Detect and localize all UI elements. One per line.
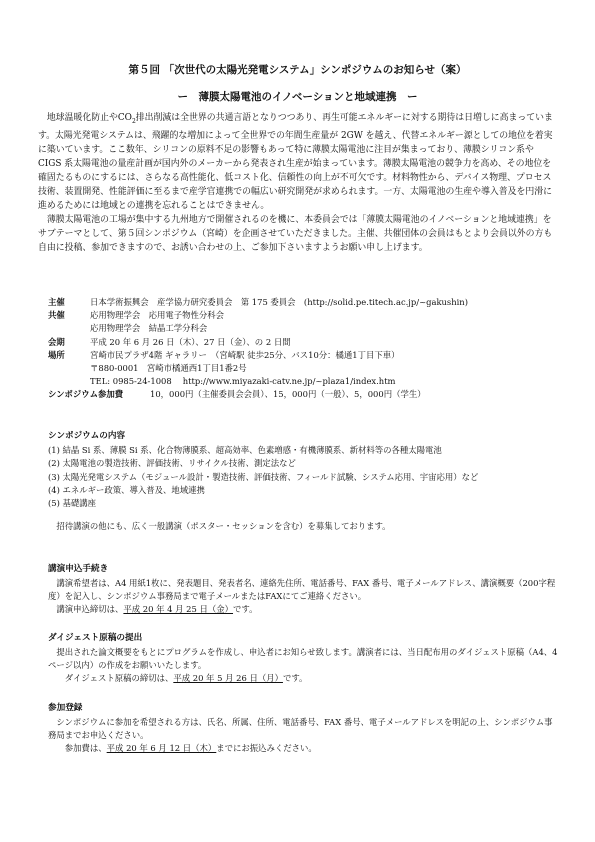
digest-section	[48, 632, 560, 685]
application-section	[48, 563, 560, 616]
application-text: 講演希望者は、A4 用紙1枚に、発表題目、発表者名、連絡先住所、電話番号、FAX 番号、電子メールアドレス、講演概要（200字程度）を記入し、シンポジウム事務局まで電子メールまたはFAXにてご連絡ください。	[48, 578, 556, 601]
registration-fee	[48, 742, 560, 755]
list-item: (4) エネルギー政策、導入普及、地域連携	[48, 484, 205, 495]
registration-fee-date: 平成 20 年 6 月 12 日（木）	[106, 743, 217, 753]
list-item: (1) 結晶 Si 系、薄膜 Si 系、化合物薄膜系、超高効率、色素増感・有機薄膜系、新材料等の各種太陽電池	[48, 445, 442, 455]
contents-section	[48, 430, 560, 533]
organizer-value: 日本学術振興会 産学協力研究委員会 第 175 委員会 (http://solid.pe.titech.ac.jp/~gakushin)	[90, 297, 468, 307]
application-deadline	[48, 603, 560, 616]
intro-paragraph-2: 薄膜太陽電池の工場が集中する九州地方で開催されるのを機に、本委員会では「薄膜太陽電池のイノベーションと地域連携」をサブテーマとして、第５回シンポジウム（宮崎）を企画させていただきました。主催、共催団体の会員はもとより会員以外の方も自由に投稿、参加できますので、お誘い合わせの上、ご参加下さいますようお願い申し上げます。	[38, 214, 553, 253]
venue-row	[48, 349, 568, 362]
intro-p1-subscript: 2	[131, 117, 136, 125]
intro-paragraph-1	[38, 111, 556, 213]
venue-row-2	[48, 362, 568, 375]
application-deadline-suffix: です。	[233, 604, 258, 614]
fee-label: シンポジウム参加費	[48, 389, 124, 400]
period-label: 会期	[48, 336, 65, 347]
registration-fee-suffix: までにお振込みください。	[216, 743, 317, 753]
registration-heading: 参加登録	[48, 703, 83, 713]
document-subtitle: ー 薄膜太陽電池のイノベーションと地域連携 ー	[177, 91, 418, 103]
venue-row-3	[48, 375, 568, 388]
cosponsor-row-2	[48, 322, 568, 335]
intro-p1-text-a: 地球温暖化防止やCO	[46, 113, 132, 123]
digest-heading: ダイジェスト原稿の提出	[48, 633, 143, 643]
period-row	[48, 336, 568, 349]
list-item: (2) 太陽電池の製造技術、評価技術、リサイクル技術、測定法など	[48, 458, 296, 469]
contents-heading: シンポジウムの内容	[48, 431, 126, 441]
cosponsor-row	[48, 309, 568, 322]
digest-deadline-prefix: ダイジェスト原稿の締切は、	[64, 673, 174, 683]
cosponsor-value-1: 応用物理学会 応用電子物性分科会	[90, 310, 224, 321]
document-title: 第５回 「次世代の太陽光発電システム」シンポジウムのお知らせ（案）	[128, 64, 467, 76]
organizer-label: 主催	[48, 297, 65, 307]
intro-p1-text-b: 排出削減は全世界の共通言語となりつつあり、再生可能エネルギーに対する期待は日増しに高まっています。太陽光発電システムは、飛躍的な増加によって全世界での年間生産量が 2GW を越え、代替エネルギー源としての地位を着実に築いています。ここ数年、シリコンの原料不足の影響もあって特に薄膜太陽電池に注目が集まっており、薄膜シリコン系や CIGS 系太陽電池の量産計画が国内外のメーカーから発表され生産が始まっています。薄膜太陽電池の競争力を高め、その地位を確固たるものにするには、さらなる高性能化、低コスト化、信頼性の向上が不可欠です。材料物性から、デバイス物理、プロセス技術、装置開発、性能評価に至るまで産学官連携での幅広い研究開発が求められます。一方、太陽電池の生産や導入普及を円滑に進めるためには地域との連携を忘れることはできません。	[38, 113, 553, 211]
cosponsor-value-2: 応用物理学会 結晶工学分科会	[90, 323, 208, 334]
digest-deadline-suffix: です。	[282, 673, 308, 683]
cosponsor-label: 共催	[48, 310, 65, 321]
list-item: (3) 太陽光発電システム（モジュール設計・製造技術、評価技術、フィールド試験、システム応用、宇宙応用）など	[48, 471, 479, 482]
digest-deadline-date: 平成 20 年 5 月 26 日（月）	[173, 673, 283, 683]
contents-note: 招待講演の他にも、広く一般講演（ポスター・セッションを含む）を募集しております。	[56, 521, 391, 532]
contents-list	[48, 444, 560, 510]
application-deadline-prefix: 講演申込締切は、	[56, 604, 124, 614]
venue-label: 場所	[48, 349, 65, 360]
venue-value-3: TEL: 0985-24-1008 http://www.miyazaki-catv.ne.jp/~plaza1/index.htm	[90, 376, 396, 387]
digest-text: 提出された論文概要をもとにプログラムを作成し、申込者にお知らせ致します。講演者には、当日配布用のダイジェスト原稿（A4、4 ページ以内）の作成をお願いいたします。	[48, 647, 558, 670]
fee-value: 10，000円（主催委員会会員）、15，000円（一般）、5，000円（学生）	[150, 389, 426, 400]
venue-value-2: 〒880-0001 宮崎市橘通西1丁目1番2号	[90, 362, 247, 373]
registration-text: シンポジウムに参加を希望される方は、氏名、所属、住所、電話番号、FAX 番号、電子メールアドレスを明記の上、シンポジウム事務局までお申込ください。	[48, 717, 553, 740]
digest-deadline	[48, 672, 560, 685]
application-heading: 講演申込手続き	[48, 564, 109, 574]
list-item: (5) 基礎講座	[48, 498, 97, 509]
venue-value-1: 宮崎市民プラザ4階 ギャラリー （宮崎駅 徒歩25分、バス10分：橘通1丁目下車）	[90, 349, 400, 360]
fee-row	[48, 388, 568, 401]
event-info	[48, 296, 568, 402]
application-deadline-date: 平成 20 年 4 月 25 日（金）	[123, 604, 234, 614]
organizer-row	[48, 296, 568, 309]
registration-section	[48, 702, 560, 755]
registration-fee-prefix: 参加費は、	[64, 743, 107, 753]
intro-section	[38, 111, 556, 255]
period-value: 平成 20 年 6 月 26 日（木）、27 日（金）、の 2 日間	[90, 336, 291, 347]
